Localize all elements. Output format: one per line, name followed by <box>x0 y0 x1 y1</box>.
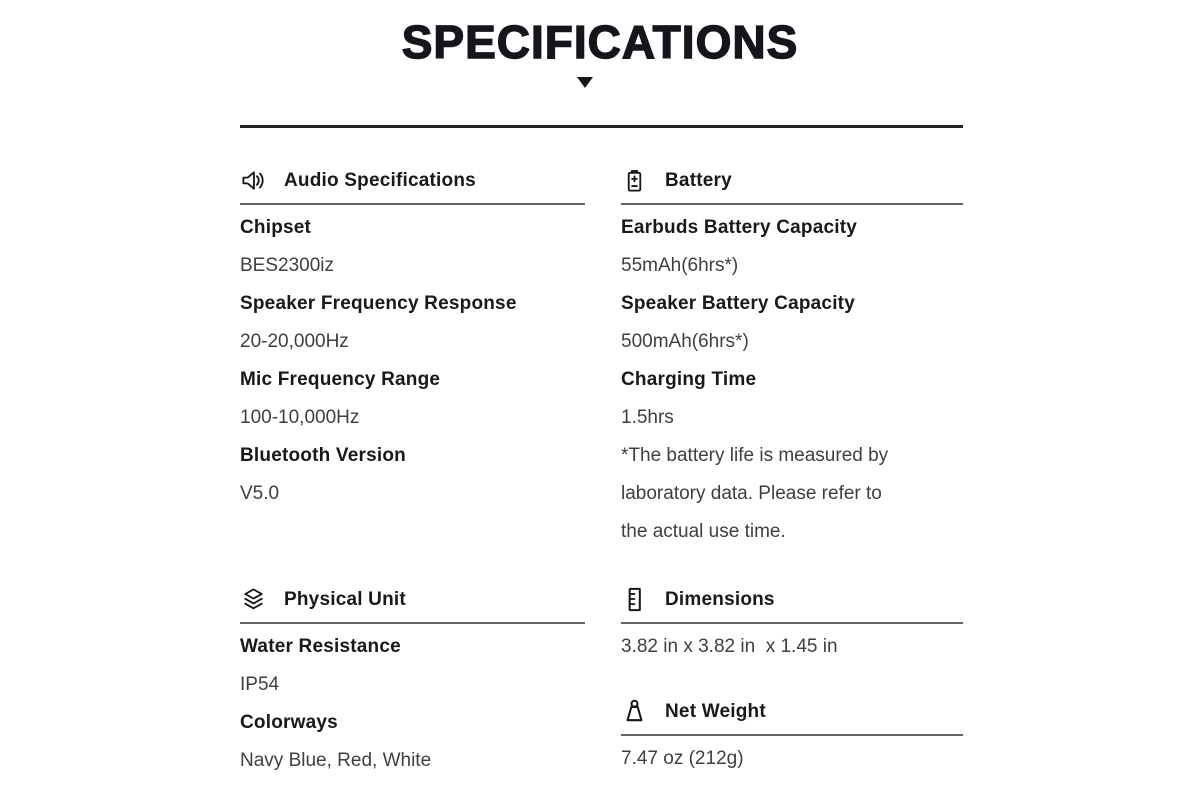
battery-icon <box>621 167 648 194</box>
spec-label: Speaker Battery Capacity <box>621 293 855 314</box>
spec-value: BES2300iz <box>240 255 335 276</box>
section-title: Physical Unit <box>284 588 406 610</box>
chevron-down-icon <box>577 77 593 88</box>
section-title: Battery <box>665 169 732 191</box>
section-net-weight <box>621 698 963 778</box>
battery-footnote-line: laboratory data. Please refer to <box>621 483 882 504</box>
ruler-icon <box>621 586 648 613</box>
section-header <box>621 698 963 736</box>
battery-footnote-line: the actual use time. <box>621 521 786 542</box>
spec-label: Earbuds Battery Capacity <box>621 217 858 238</box>
battery-footnote-line: *The battery life is measured by <box>621 445 889 466</box>
section-header <box>621 586 963 624</box>
spec-rows <box>621 209 963 437</box>
spec-value: 7.47 oz (212g) <box>621 748 744 769</box>
section-header <box>621 167 963 205</box>
weight-icon <box>621 698 648 725</box>
spec-rows <box>240 209 585 513</box>
top-divider <box>240 125 963 128</box>
spec-value: 1.5hrs <box>621 407 674 428</box>
speaker-icon <box>240 167 267 194</box>
spec-label: Mic Frequency Range <box>240 369 441 390</box>
spec-rows <box>240 628 585 780</box>
spec-label: Colorways <box>240 712 338 733</box>
spec-value: 100-10,000Hz <box>240 407 360 428</box>
layers-icon <box>240 586 267 613</box>
section-title: Audio Specifications <box>284 169 476 191</box>
spec-value: 500mAh(6hrs*) <box>621 331 749 352</box>
page-title: SPECIFICATIONS <box>401 16 799 68</box>
spec-label: Water Resistance <box>240 636 401 657</box>
spec-value: IP54 <box>240 674 280 695</box>
section-physical-unit <box>240 586 585 780</box>
spec-value: 20-20,000Hz <box>240 331 349 352</box>
section-dimensions <box>621 586 963 666</box>
spec-label: Chipset <box>240 217 312 238</box>
section-title: Net Weight <box>665 700 766 722</box>
spec-rows <box>621 628 963 666</box>
spec-value: V5.0 <box>240 483 280 504</box>
section-header <box>240 167 585 205</box>
spec-value: Navy Blue, Red, White <box>240 750 432 771</box>
section-battery <box>621 167 963 551</box>
spec-rows <box>621 740 963 778</box>
spec-label: Charging Time <box>621 369 757 390</box>
section-audio-specifications <box>240 167 585 513</box>
spec-value: 3.82 in x 3.82 in x 1.45 in <box>621 636 838 657</box>
section-title: Dimensions <box>665 588 775 610</box>
battery-footnote <box>621 437 963 551</box>
spec-value: 55mAh(6hrs*) <box>621 255 739 276</box>
spec-label: Bluetooth Version <box>240 445 406 466</box>
spec-label: Speaker Frequency Response <box>240 293 517 314</box>
section-header <box>240 586 585 624</box>
